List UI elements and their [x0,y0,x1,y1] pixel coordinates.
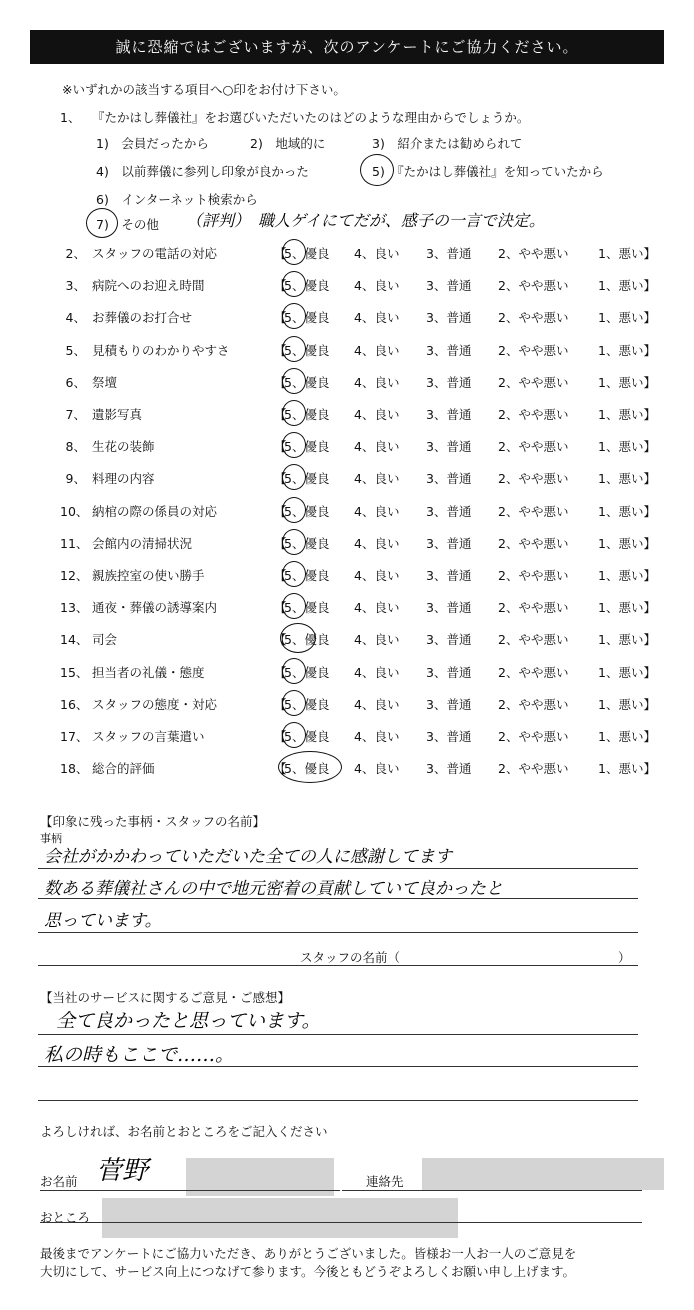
selected-rating-circle [282,432,306,458]
rating-option-1[interactable]: 1、悪い】 [598,310,656,325]
address-line [40,1222,642,1223]
rating-bracket: 【 [274,278,287,293]
question-number: 8、 [65,439,86,454]
rating-option-4[interactable]: 4、良い [354,246,400,261]
rating-option-1[interactable]: 1、悪い】 [598,246,656,261]
rating-options [284,373,656,391]
q1-option-2[interactable]: 2) 地域的に [250,136,326,151]
rating-bracket: 【 [274,536,287,551]
question-label: スタッフの言葉遣い [92,729,205,744]
contact-prompt: よろしければ、お名前とおところをご記入ください [40,1124,328,1139]
rating-row [60,630,656,650]
rating-bracket: 【 [274,471,287,486]
rating-bracket: 【 [274,407,287,422]
rating-option-3[interactable]: 3、普通 [426,278,472,293]
selected-rating-circle [282,336,306,362]
question-number: 10、 [60,504,89,519]
rating-bracket: 【 [274,439,287,454]
rating-row [60,598,656,618]
rating-options [284,727,656,745]
rating-row [60,759,656,779]
question-label: 病院へのお迎え時間 [92,278,205,293]
question-label: スタッフの電話の対応 [92,246,218,261]
rating-option-5[interactable]: 5、優良 [284,375,330,390]
question-label: 遺影写真 [92,407,143,422]
q1-question: 『たかはし葬儀社』をお選びいただいたのはどのような理由からでしょうか。 [92,110,530,125]
rating-option-3[interactable]: 3、普通 [426,407,472,422]
instruction-text: ※いずれかの該当する項目へ○印をお付け下さい。 [62,82,346,97]
staff-name-close: ） [618,950,631,965]
selected-rating-circle [280,623,316,653]
question-number: 17、 [60,729,89,744]
rating-option-1[interactable]: 1、悪い】 [598,343,656,358]
rating-option-4[interactable]: 4、良い [354,310,400,325]
selected-rating-circle [282,239,306,265]
rating-row [60,695,656,715]
rating-option-3[interactable]: 3、普通 [426,600,472,615]
rating-option-2[interactable]: 2、やや悪い [498,568,569,583]
phone-redaction [422,1158,664,1190]
rating-option-4[interactable]: 4、良い [354,343,400,358]
rating-row [60,566,656,586]
rating-option-5[interactable]: 5、優良 [284,407,330,422]
rating-option-5[interactable]: 5、優良 [284,536,330,551]
name-handwritten: 菅野 [96,1156,149,1186]
question-number: 4、 [65,310,86,325]
question-number: 16、 [60,697,89,712]
rating-option-1[interactable]: 1、悪い】 [598,375,656,390]
rating-row [60,663,656,683]
rating-option-5[interactable]: 5、優良 [284,504,330,519]
rating-bracket: 【 [274,343,287,358]
rating-options [284,244,656,262]
selected-rating-circle [282,303,306,329]
question-number: 5、 [65,343,86,358]
question-label: 親族控室の使い勝手 [92,568,205,583]
rating-option-2[interactable]: 2、やや悪い [498,697,569,712]
rating-option-2[interactable]: 2、やや悪い [498,343,569,358]
question-label: 担当者の礼儀・態度 [92,665,205,680]
rating-bracket: 【 [274,375,287,390]
rating-options [284,695,656,713]
rating-options [284,663,656,681]
rating-option-4[interactable]: 4、良い [354,375,400,390]
rating-row [60,405,656,425]
rating-option-5[interactable]: 5、優良 [284,278,330,293]
opinion-line-1 [38,1034,638,1035]
question-number: 15、 [60,665,89,680]
rating-options [284,630,656,648]
phone-label: 連絡先 [366,1174,404,1189]
rating-option-2[interactable]: 2、やや悪い [498,246,569,261]
rating-option-5[interactable]: 5、優良 [284,310,330,325]
rating-option-5[interactable]: 5、優良 [284,632,330,647]
rating-option-4[interactable]: 4、良い [354,536,400,551]
question-label: 総合的評価 [92,761,155,776]
q1-option-7[interactable]: 7) その他 [96,217,159,232]
rating-row [60,437,656,457]
q1-option-1[interactable]: 1) 会員だったから [96,136,209,151]
rating-option-3[interactable]: 3、普通 [426,375,472,390]
rating-option-4[interactable]: 4、良い [354,665,400,680]
rating-option-2[interactable]: 2、やや悪い [498,729,569,744]
q1-option-6[interactable]: 6) インターネット検索から [96,192,258,207]
impression-title: 【印象に残った事柄・スタッフの名前】 [40,814,266,829]
rating-option-2[interactable]: 2、やや悪い [498,407,569,422]
rating-bracket: 【 [274,600,287,615]
rating-option-4[interactable]: 4、良い [354,439,400,454]
rating-option-1[interactable]: 1、悪い】 [598,407,656,422]
question-number: 2、 [65,246,86,261]
selected-rating-circle [282,464,306,490]
q1-other-handwritten: （評判） 職人ゲイにてだが、感子の一言で決定。 [186,211,545,230]
phone-line [342,1190,642,1191]
rating-option-5[interactable]: 5、優良 [284,761,330,776]
rating-options [284,308,656,326]
question-label: 祭壇 [92,375,118,390]
rating-option-1[interactable]: 1、悪い】 [598,536,656,551]
rating-option-4[interactable]: 4、良い [354,407,400,422]
rating-option-3[interactable]: 3、普通 [426,343,472,358]
question-label: お葬儀のお打合せ [92,310,193,325]
opinion-line-3 [38,1100,638,1101]
impression-hand-3: 思っています。 [44,911,162,931]
rating-option-3[interactable]: 3、普通 [426,310,472,325]
rating-option-3[interactable]: 3、普通 [426,665,472,680]
staff-name-label: スタッフの名前（ [300,950,401,965]
impression-line-3 [38,932,638,933]
rating-option-2[interactable]: 2、やや悪い [498,600,569,615]
footer-line-2: 大切にして、サービス向上につなげて参ります。今後ともどうぞよろしくお願い申し上げます。 [40,1264,576,1279]
rating-option-4[interactable]: 4、良い [354,697,400,712]
name-label: お名前 [40,1174,78,1189]
q1-option-5[interactable]: 5) 『たかはし葬儀社』を知っていたから [372,164,604,179]
impression-hand-1: 会社がかかわっていただいた全ての人に感謝してます [44,847,452,867]
question-label: 司会 [92,632,118,647]
rating-option-3[interactable]: 3、普通 [426,761,472,776]
q1-option-3[interactable]: 3) 紹介または勧められて [372,136,523,151]
question-number: 7、 [65,407,86,422]
q1-selection-circle [360,154,394,186]
rating-options [284,469,656,487]
rating-option-4[interactable]: 4、良い [354,568,400,583]
question-number: 9、 [65,471,86,486]
rating-option-2[interactable]: 2、やや悪い [498,761,569,776]
rating-bracket: 【 [274,632,287,647]
rating-option-4[interactable]: 4、良い [354,504,400,519]
rating-option-3[interactable]: 3、普通 [426,632,472,647]
rating-row [60,534,656,554]
rating-row [60,276,656,296]
rating-row [60,727,656,747]
question-label: 会館内の清掃状況 [92,536,193,551]
opinion-hand-2: 私の時もここで……。 [44,1044,235,1066]
opinion-title: 【当社のサービスに関するご意見・ご感想】 [40,990,291,1005]
rating-option-3[interactable]: 3、普通 [426,246,472,261]
rating-option-5[interactable]: 5、優良 [284,600,330,615]
rating-option-4[interactable]: 4、良い [354,632,400,647]
q1-other-circle [86,208,118,238]
name-line [40,1190,340,1191]
footer-line-1: 最後までアンケートにご協力いただき、ありがとうございました。皆様お一人お一人のご意見を [40,1246,577,1261]
rating-option-1[interactable]: 1、悪い】 [598,504,656,519]
rating-options [284,502,656,520]
rating-option-1[interactable]: 1、悪い】 [598,600,656,615]
selected-rating-circle [282,690,306,716]
rating-bracket: 【 [274,761,287,776]
rating-option-1[interactable]: 1、悪い】 [598,632,656,647]
rating-option-1[interactable]: 1、悪い】 [598,761,656,776]
rating-row [60,469,656,489]
rating-bracket: 【 [274,504,287,519]
selected-rating-circle [282,658,306,684]
question-number: 11、 [60,536,89,551]
question-number: 3、 [65,278,86,293]
rating-option-3[interactable]: 3、普通 [426,729,472,744]
impression-hand-2: 数ある葬儀社さんの中で地元密着の貢献していて良かったと [44,879,503,899]
rating-option-2[interactable]: 2、やや悪い [498,536,569,551]
rating-options [284,405,656,423]
question-number: 12、 [60,568,89,583]
rating-option-4[interactable]: 4、良い [354,278,400,293]
question-label: 見積もりのわかりやすさ [92,343,230,358]
rating-option-2[interactable]: 2、やや悪い [498,278,569,293]
selected-rating-circle [282,368,306,394]
opinion-hand-1: 全て良かったと思っています。 [56,1010,321,1032]
rating-options [284,276,656,294]
address-label: おところ [40,1210,91,1225]
rating-bracket: 【 [274,568,287,583]
rating-option-1[interactable]: 1、悪い】 [598,697,656,712]
rating-option-3[interactable]: 3、普通 [426,568,472,583]
rating-option-5[interactable]: 5、優良 [284,568,330,583]
question-label: 生花の装飾 [92,439,155,454]
rating-options [284,534,656,552]
selected-rating-circle [282,497,306,523]
rating-option-2[interactable]: 2、やや悪い [498,375,569,390]
rating-row [60,308,656,328]
rating-bracket: 【 [274,310,287,325]
rating-option-1[interactable]: 1、悪い】 [598,568,656,583]
rating-options [284,437,656,455]
rating-option-2[interactable]: 2、やや悪い [498,632,569,647]
question-number: 13、 [60,600,89,615]
rating-option-4[interactable]: 4、良い [354,729,400,744]
rating-option-1[interactable]: 1、悪い】 [598,729,656,744]
rating-row [60,502,656,522]
address-redaction [102,1198,458,1238]
rating-bracket: 【 [274,246,287,261]
rating-option-1[interactable]: 1、悪い】 [598,439,656,454]
rating-option-3[interactable]: 3、普通 [426,504,472,519]
rating-options [284,566,656,584]
selected-rating-circle [282,529,306,555]
rating-bracket: 【 [274,697,287,712]
rating-bracket: 【 [274,729,287,744]
rating-option-2[interactable]: 2、やや悪い [498,439,569,454]
question-label: 料理の内容 [92,471,155,486]
question-number: 14、 [60,632,89,647]
rating-option-5[interactable]: 5、優良 [284,471,330,486]
impression-line-1 [38,868,638,869]
rating-option-5[interactable]: 5、優良 [284,343,330,358]
rating-option-4[interactable]: 4、良い [354,471,400,486]
survey-header: 誠に恐縮ではございますが、次のアンケートにご協力ください。 [30,30,664,64]
q1-number: 1、 [60,110,81,125]
selected-rating-circle [282,400,306,426]
rating-row [60,373,656,393]
question-label: 通夜・葬儀の誘導案内 [92,600,218,615]
rating-bracket: 【 [274,665,287,680]
selected-rating-circle [278,751,342,783]
rating-row [60,341,656,361]
rating-options [284,598,656,616]
rating-option-5[interactable]: 5、優良 [284,439,330,454]
selected-rating-circle [282,561,306,587]
rating-option-1[interactable]: 1、悪い】 [598,278,656,293]
rating-option-5[interactable]: 5、優良 [284,246,330,261]
question-number: 6、 [65,375,86,390]
rating-option-3[interactable]: 3、普通 [426,536,472,551]
rating-option-5[interactable]: 5、優良 [284,665,330,680]
rating-row [60,244,656,264]
rating-option-5[interactable]: 5、優良 [284,729,330,744]
selected-rating-circle [282,722,306,748]
rating-option-2[interactable]: 2、やや悪い [498,471,569,486]
rating-option-4[interactable]: 4、良い [354,600,400,615]
rating-option-2[interactable]: 2、やや悪い [498,665,569,680]
selected-rating-circle [282,593,306,619]
rating-option-4[interactable]: 4、良い [354,761,400,776]
rating-option-2[interactable]: 2、やや悪い [498,504,569,519]
question-number: 18、 [60,761,89,776]
rating-option-1[interactable]: 1、悪い】 [598,471,656,486]
rating-option-3[interactable]: 3、普通 [426,697,472,712]
rating-option-5[interactable]: 5、優良 [284,697,330,712]
q1-option-4[interactable]: 4) 以前葬儀に参列し印象が良かった [96,164,309,179]
rating-option-3[interactable]: 3、普通 [426,439,472,454]
rating-option-1[interactable]: 1、悪い】 [598,665,656,680]
rating-options [284,341,656,359]
question-label: スタッフの態度・対応 [92,697,218,712]
question-label: 納棺の際の係員の対応 [92,504,218,519]
rating-option-2[interactable]: 2、やや悪い [498,310,569,325]
rating-option-3[interactable]: 3、普通 [426,471,472,486]
impression-sublabel: 事柄 [40,832,62,845]
selected-rating-circle [282,271,306,297]
